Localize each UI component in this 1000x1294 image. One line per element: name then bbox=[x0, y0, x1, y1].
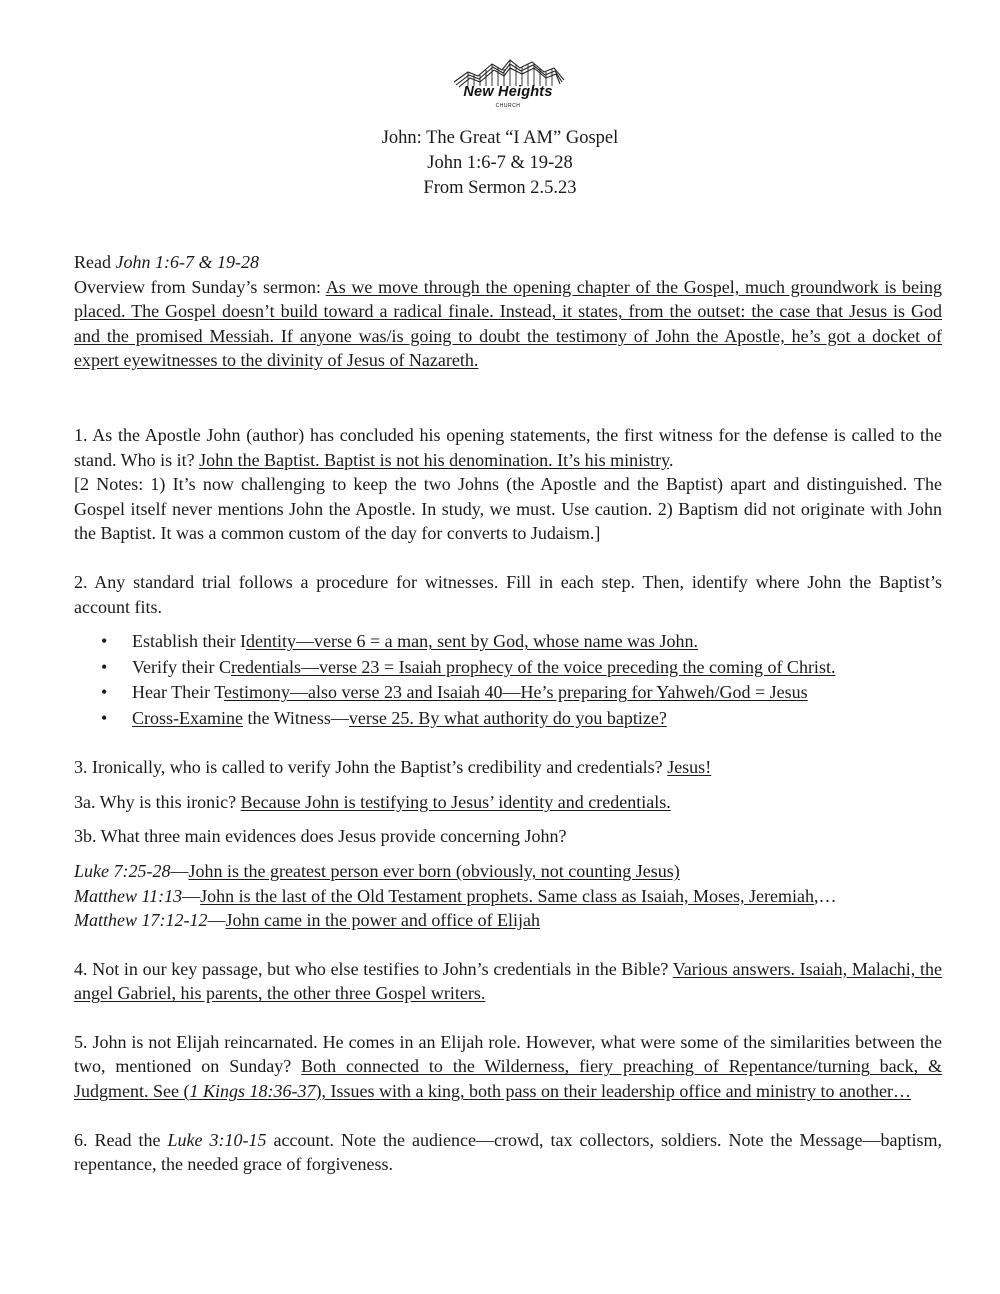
step-answer: dentity—verse 6 = a man, sent by God, whose name was John. bbox=[245, 631, 699, 652]
list-item bbox=[74, 680, 942, 706]
list-item bbox=[74, 629, 942, 655]
question-5-reference: 1 Kings 18:36-37 bbox=[189, 1081, 316, 1102]
reference-tail: ,… bbox=[813, 885, 837, 906]
reference-answer: John came in the power and office of Elijah bbox=[225, 910, 541, 931]
question-1-end: . bbox=[669, 449, 674, 470]
question-4 bbox=[74, 957, 942, 1006]
question-4-answer: Various answers. Isaiah, Malachi, the angel Gabriel, his parents, the other three Gospel writers. bbox=[74, 958, 943, 1004]
step-answer: Cross-Examine bbox=[132, 707, 243, 728]
step-prefix: Verify their C bbox=[132, 656, 231, 677]
reference-answer: John is the last of the Old Testament prophets. Same class as Isaiah, Moses, Jeremiah bbox=[200, 885, 814, 906]
question-3a-answer: Because John is testifying to Jesus’ identity and credentials. bbox=[240, 791, 671, 812]
bullet-icon: • bbox=[101, 656, 108, 677]
step-prefix: Establish their I bbox=[132, 631, 246, 652]
reference-dash: — bbox=[207, 910, 226, 931]
scripture-reference: John 1:6-7 & 19-28 bbox=[427, 153, 573, 173]
step-answer: estimony—also verse 23 and Isaiah 40—He’s preparing for Yahweh/God = Jesus bbox=[224, 682, 808, 703]
study-content bbox=[74, 250, 942, 1177]
question-6-prefix: 6. Read the bbox=[74, 1129, 168, 1150]
logo-name: New Heights bbox=[463, 84, 553, 100]
reference-answer: John is the greatest person ever born (obviously, not counting Jesus) bbox=[188, 860, 680, 881]
question-1 bbox=[74, 423, 942, 472]
reference-line bbox=[74, 859, 942, 884]
question-1-notes: [2 Notes: 1) It’s now challenging to keep the two Johns (the Apostle and the Baptist) apart and distinguished. The Gospel itself never mentions John the Apostle. In study, we must. Use caution. 2) Baptism did not originate with John the Baptist. It was a common custom of the day for converts to Judaism.] bbox=[74, 474, 942, 544]
question-4-text: 4. Not in our key passage, but who else testifies to John’s credentials in the Bible? bbox=[74, 958, 673, 979]
step-middle: the Witness— bbox=[242, 707, 349, 728]
reference-citation: Matthew 17:12-12 bbox=[74, 910, 208, 931]
question-3 bbox=[74, 755, 942, 780]
page-title: John: The Great “I AM” Gospel bbox=[381, 128, 619, 148]
question-1-answer: John the Baptist. Baptist is not his denomination. It’s his ministry bbox=[199, 449, 669, 470]
question-3-answer: Jesus! bbox=[667, 757, 712, 778]
list-item bbox=[74, 655, 942, 681]
reference-citation: Luke 7:25-28 bbox=[74, 860, 171, 881]
question-6-reference: Luke 3:10-15 bbox=[167, 1129, 267, 1150]
sermon-date: From Sermon 2.5.23 bbox=[423, 178, 577, 198]
question-5-text: 5. John is not Elijah reincarnated. He comes in an Elijah role. However, what were some of the similarities between the two, mentioned on Sunday? bbox=[74, 1031, 942, 1077]
read-line bbox=[74, 250, 942, 275]
question-6 bbox=[74, 1128, 942, 1177]
overview-paragraph bbox=[74, 275, 942, 373]
bullet-icon: • bbox=[101, 682, 108, 703]
list-item bbox=[74, 706, 942, 732]
step-answer: verse 25. By what authority do you baptize? bbox=[348, 707, 667, 728]
question-1-text: 1. As the Apostle John (author) has concluded his opening statements, the first witness for the defense is called to the stand. Who is it? bbox=[74, 424, 942, 470]
step-prefix: Hear Their T bbox=[132, 682, 225, 703]
read-prefix: Read bbox=[74, 252, 116, 272]
bullet-icon: • bbox=[101, 631, 108, 652]
question-5-answer-part: ), Issues with a king, both pass on their leadership office and ministry to another… bbox=[315, 1081, 912, 1102]
bullet-icon: • bbox=[101, 707, 108, 728]
reference-line bbox=[74, 908, 942, 933]
question-3a-text: 3a. Why is this ironic? bbox=[74, 791, 241, 812]
reference-citation: Matthew 11:13 bbox=[74, 885, 183, 906]
overview-prefix: Overview from Sunday’s sermon: bbox=[74, 276, 326, 297]
question-3a bbox=[74, 790, 942, 815]
question-5 bbox=[74, 1030, 942, 1104]
read-reference: John 1:6-7 & 19-28 bbox=[115, 252, 259, 272]
reference-dash: — bbox=[182, 885, 201, 906]
logo-subtitle: CHURCH bbox=[495, 103, 521, 109]
church-logo bbox=[448, 56, 568, 118]
question-6-text: account. Note the audience—crowd, tax collectors, soldiers. Note the Message—baptism, repentance, the needed grace of forgiveness. bbox=[74, 1129, 942, 1175]
overview-answer: As we move through the opening chapter of the Gospel, much groundwork is being placed. The Gospel doesn’t build toward a radical finale. Instead, it states, from the outset: the case that Jesus is God and the promised Messiah. If anyone was/is going to doubt the testimony of John the Apostle, he’s got a docket of expert eyewitnesses to the divinity of Jesus of Nazareth. bbox=[74, 276, 943, 371]
trial-steps-list bbox=[74, 629, 942, 731]
title-block bbox=[0, 126, 1000, 201]
reference-line bbox=[74, 884, 942, 909]
question-3b: 3b. What three main evidences does Jesus provide concerning John? bbox=[74, 826, 567, 847]
reference-dash: — bbox=[170, 860, 189, 881]
question-3-text: 3. Ironically, who is called to verify John the Baptist’s credibility and credentials? bbox=[74, 757, 668, 778]
question-5-answer-part: Both connected to the Wilderness, fiery preaching of Repentance/turning back, & Judgment. See ( bbox=[74, 1056, 942, 1102]
step-answer: redentials—verse 23 = Isaiah prophecy of the voice preceding the coming of Christ. bbox=[230, 656, 836, 677]
question-2: 2. Any standard trial follows a procedure for witnesses. Fill in each step. Then, identify where John the Baptist’s account fits. bbox=[74, 571, 942, 617]
